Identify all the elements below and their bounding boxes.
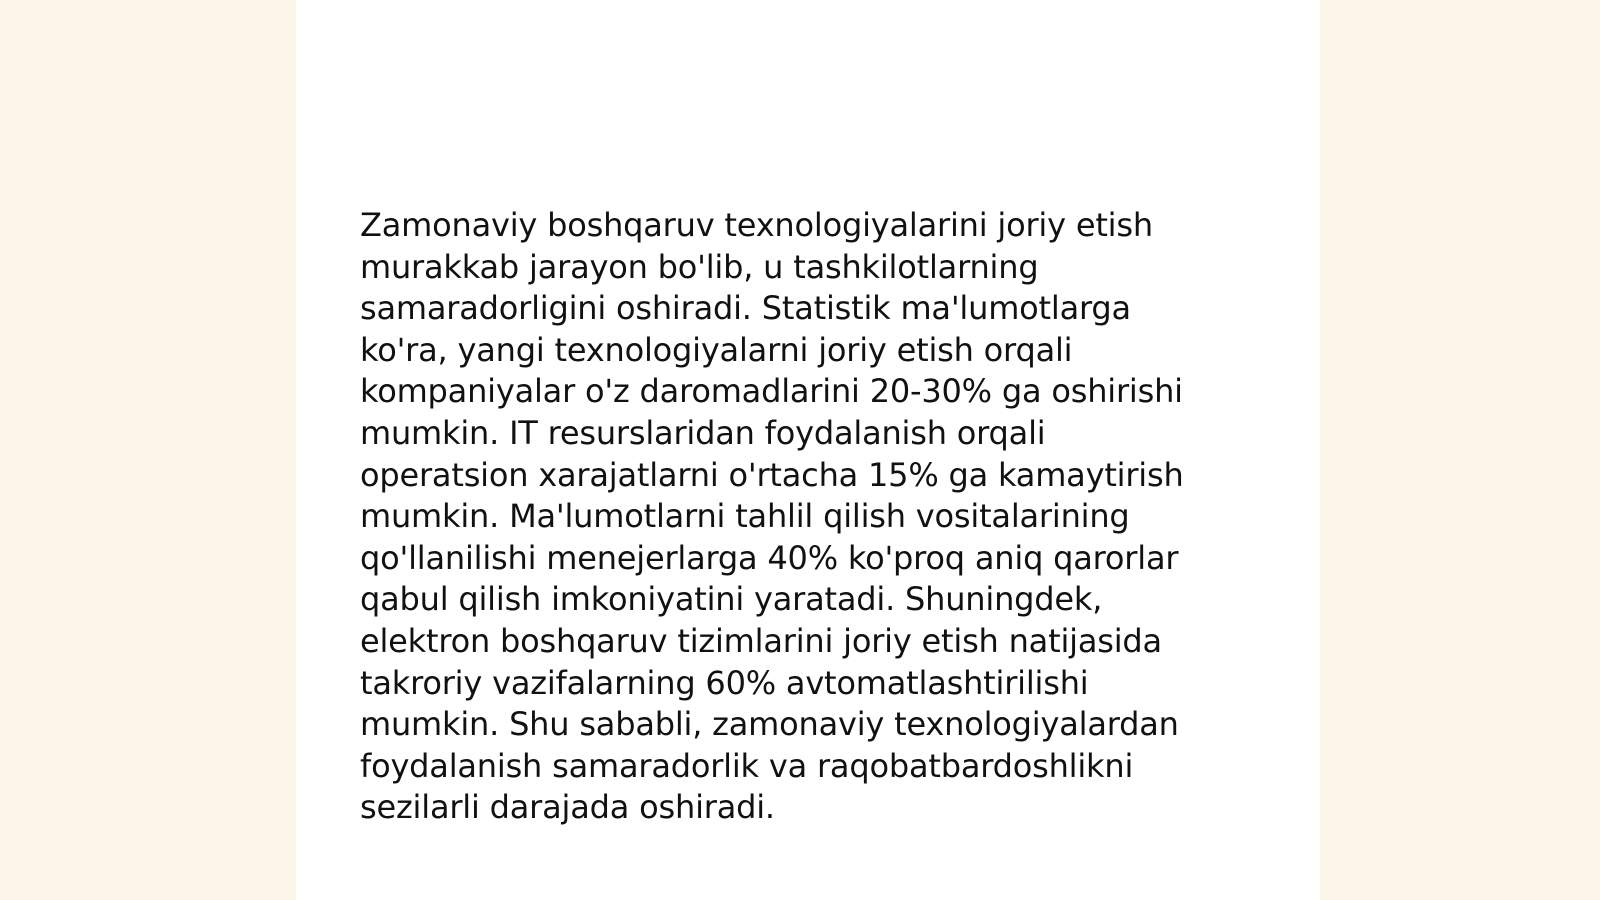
paragraph-line: operatsion xarajatlarni o'rtacha 15% ga kamaytirish	[360, 455, 1184, 494]
paragraph-line: mumkin. IT resurslaridan foydalanish orqali	[360, 413, 1046, 452]
paragraph-line: murakkab jarayon bo'lib, u tashkilotlarning	[360, 247, 1039, 286]
paragraph-line: sezilarli darajada oshiradi.	[360, 788, 775, 827]
document-page	[296, 0, 1320, 900]
paragraph-line: samaradorligini oshiradi. Statistik ma'lumotlarga	[360, 289, 1131, 328]
paragraph-line: ko'ra, yangi texnologiyalarni joriy etish orqali	[360, 330, 1073, 369]
paragraph-line: takroriy vazifalarning 60% avtomatlashtirilishi	[360, 663, 1089, 702]
body-paragraph	[360, 205, 1230, 829]
paragraph-line: qabul qilish imkoniyatini yaratadi. Shuningdek,	[360, 580, 1103, 619]
paragraph-line: kompaniyalar o'z daromadlarini 20-30% ga oshirishi	[360, 372, 1183, 411]
paragraph-line: mumkin. Shu sababli, zamonaviy texnologiyalardan	[360, 705, 1179, 744]
paragraph-line: mumkin. Ma'lumotlarni tahlil qilish vositalarining	[360, 497, 1130, 536]
paragraph-line: elektron boshqaruv tizimlarini joriy etish natijasida	[360, 621, 1162, 660]
paragraph-line: qo'llanilishi menejerlarga 40% ko'proq aniq qarorlar	[360, 538, 1179, 577]
paragraph-line: foydalanish samaradorlik va raqobatbardoshlikni	[360, 746, 1134, 785]
paragraph-line: Zamonaviy boshqaruv texnologiyalarini joriy etish	[360, 206, 1153, 244]
